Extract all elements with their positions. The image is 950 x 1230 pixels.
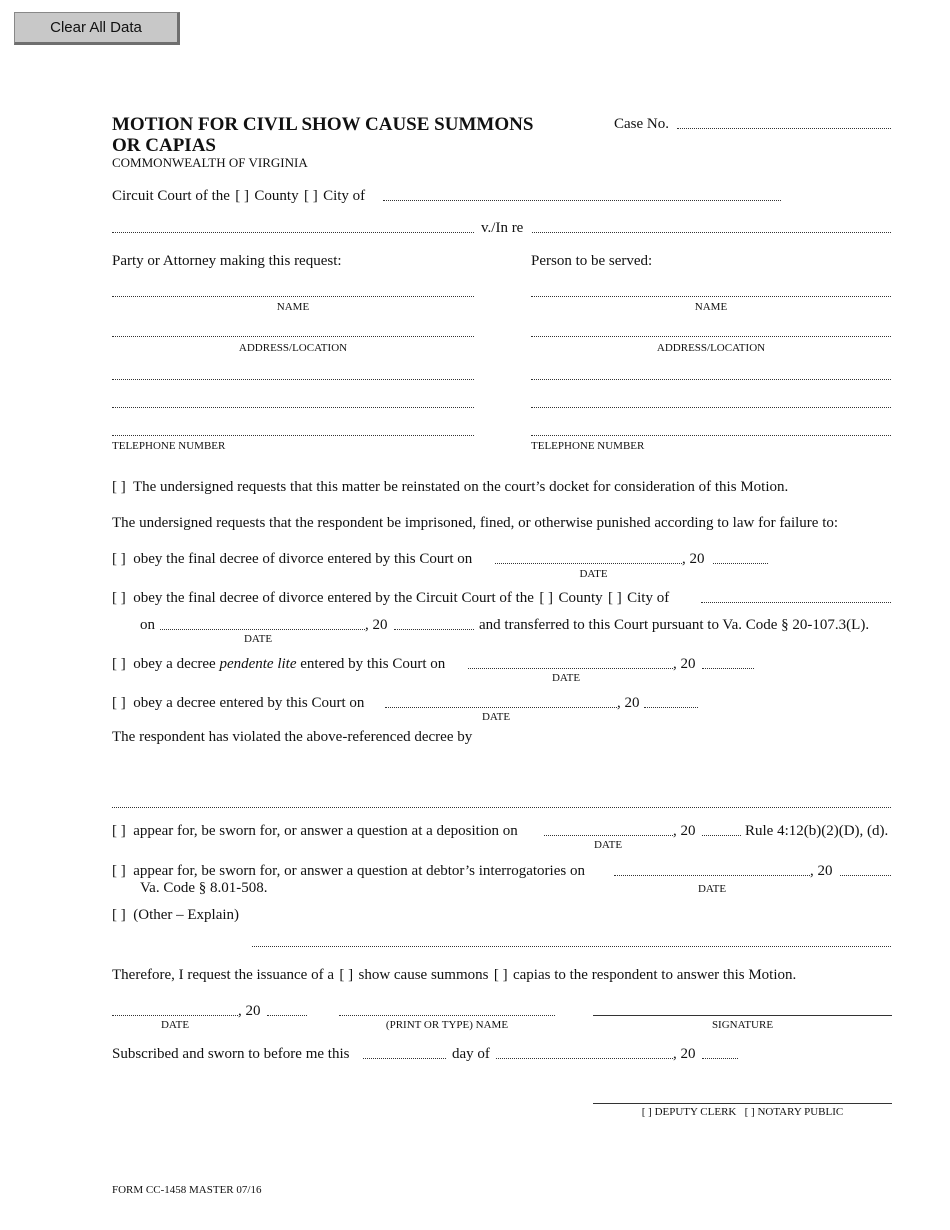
decree-text: obey a decree entered by this Court on (133, 695, 365, 711)
requester-address-line3[interactable] (112, 407, 474, 408)
plaintiff-field[interactable] (112, 232, 474, 233)
other-checkbox[interactable]: [ ] (112, 907, 126, 923)
pendente-text-a: obey a decree (133, 656, 216, 672)
divorce-other-court-field[interactable] (701, 602, 891, 603)
pendente-text-italic: pendente lite (219, 656, 297, 672)
city-label: City of (323, 188, 366, 204)
therefore-text-c: capias to the respondent to answer this Motion. (512, 967, 797, 983)
clerk-caption (593, 1106, 892, 1118)
divorce-this-year-field[interactable] (713, 563, 768, 564)
therefore-line (112, 967, 796, 984)
divorce-other-text: obey the final decree of divorce entered by the Circuit Court of the (133, 590, 534, 606)
signature-field[interactable] (593, 1015, 892, 1016)
other-explain-field[interactable] (252, 946, 891, 947)
other-text: (Other – Explain) (133, 907, 240, 923)
deputy-clerk-checkbox[interactable]: [ ] (641, 1106, 652, 1118)
decree-year-field[interactable] (644, 707, 698, 708)
interrogatories-year-field[interactable] (840, 875, 891, 876)
city-checkbox[interactable]: [ ] (303, 188, 318, 204)
request-date-field[interactable] (112, 1015, 238, 1016)
served-name-field[interactable] (531, 296, 891, 297)
year-prefix: , 20 (238, 1003, 261, 1019)
year-prefix: , 20 (673, 823, 696, 839)
interrogatories-code: Va. Code § 8.01-508. (140, 880, 268, 896)
served-telephone-caption: TELEPHONE NUMBER (531, 440, 645, 452)
divorce-other-date-field[interactable] (160, 629, 365, 630)
divorce-other-city-checkbox[interactable]: [ ] (608, 590, 622, 606)
requester-name-field[interactable] (112, 296, 474, 297)
date-caption: DATE (160, 1019, 190, 1031)
court-prefix: Circuit Court of the (112, 188, 230, 204)
deposition-text: appear for, be sworn for, or answer a question at a deposition on (133, 823, 518, 839)
deposition-year-field[interactable] (702, 835, 741, 836)
violation-field[interactable] (112, 807, 891, 808)
decree-checkbox[interactable]: [ ] (112, 695, 126, 711)
requester-name-caption: NAME (276, 301, 310, 313)
date-caption: DATE (551, 672, 581, 684)
interrogatories-text: appear for, be sworn for, or answer a question at debtor’s interrogatories on (133, 863, 585, 879)
notary-checkbox[interactable]: [ ] (744, 1106, 755, 1118)
punish-intro: The undersigned requests that the respondent be imprisoned, fined, or otherwise punished according to law for failure to: (112, 515, 839, 531)
day-of-label: day of (452, 1046, 490, 1062)
pendente-date-field[interactable] (468, 668, 673, 669)
vs-label: v./In re (481, 220, 524, 236)
request-year-field[interactable] (267, 1015, 307, 1016)
date-caption: DATE (697, 883, 727, 895)
transferred-text: and transferred to this Court pursuant to Va. Code § 20-107.3(L). (479, 617, 870, 633)
decree-date-field[interactable] (385, 707, 617, 708)
interrogatories-line (112, 863, 585, 880)
form-footer: FORM CC-1458 MASTER 07/16 (112, 1184, 262, 1196)
divorce-other-county-label: County (558, 590, 603, 606)
form-title-line2: OR CAPIAS (112, 135, 216, 156)
therefore-text-a: Therefore, I request the issuance of a (112, 967, 334, 983)
sworn-text: Subscribed and sworn to before me this (112, 1046, 350, 1062)
date-caption: DATE (481, 711, 511, 723)
divorce-this-line (112, 551, 472, 568)
divorce-other-year-field[interactable] (394, 629, 474, 630)
therefore-text-b: show cause summons (358, 967, 489, 983)
county-checkbox[interactable]: [ ] (235, 188, 250, 204)
sworn-day-field[interactable] (363, 1058, 446, 1059)
deposition-date-field[interactable] (544, 835, 673, 836)
violated-text: The respondent has violated the above-referenced decree by (112, 729, 473, 745)
show-cause-checkbox[interactable]: [ ] (339, 967, 354, 983)
date-caption: DATE (579, 568, 608, 580)
reinstate-line (112, 479, 788, 496)
pendente-year-field[interactable] (702, 668, 754, 669)
court-name-field[interactable] (383, 200, 781, 201)
on-label: on (140, 617, 155, 633)
divorce-other-line (112, 590, 669, 607)
requester-heading: Party or Attorney making this request: (112, 253, 342, 269)
requester-telephone-field[interactable] (112, 435, 474, 436)
served-address-caption: ADDRESS/LOCATION (656, 342, 766, 354)
interrogatories-date-field[interactable] (614, 875, 810, 876)
served-name-caption: NAME (694, 301, 728, 313)
clerk-signature-field[interactable] (593, 1103, 892, 1104)
court-line (112, 188, 365, 205)
pendente-checkbox[interactable]: [ ] (112, 656, 126, 672)
deposition-rule: Rule 4:12(b)(2)(D), (d). (745, 823, 889, 839)
decree-line (112, 695, 364, 712)
clear-all-data-button[interactable]: Clear All Data (14, 12, 180, 45)
pendente-text-b: entered by this Court on (300, 656, 446, 672)
print-name-field[interactable] (339, 1015, 555, 1016)
requester-address-line2[interactable] (112, 379, 474, 380)
year-prefix: , 20 (673, 656, 696, 672)
reinstate-checkbox[interactable]: [ ] (112, 479, 126, 495)
notary-label: NOTARY PUBLIC (757, 1106, 844, 1118)
year-prefix: , 20 (673, 1046, 696, 1062)
served-heading: Person to be served: (531, 253, 653, 269)
year-prefix: , 20 (810, 863, 833, 879)
year-prefix: , 20 (617, 695, 640, 711)
divorce-other-checkbox[interactable]: [ ] (112, 590, 126, 606)
served-address-field[interactable] (531, 336, 891, 337)
divorce-this-text: obey the final decree of divorce entered by this Court on (133, 551, 473, 567)
deputy-clerk-label: DEPUTY CLERK (654, 1106, 737, 1118)
served-address-line2[interactable] (531, 379, 891, 380)
deposition-checkbox[interactable]: [ ] (112, 823, 126, 839)
requester-telephone-caption: TELEPHONE NUMBER (112, 440, 226, 452)
case-no-field[interactable] (677, 128, 891, 129)
year-prefix: , 20 (682, 551, 705, 567)
pendente-line (112, 656, 445, 673)
print-name-caption: (PRINT OR TYPE) NAME (385, 1019, 509, 1031)
requester-address-field[interactable] (112, 336, 474, 337)
capias-checkbox[interactable]: [ ] (493, 967, 508, 983)
signature-caption: SIGNATURE (711, 1019, 774, 1031)
form-subtitle: COMMONWEALTH OF VIRGINIA (112, 155, 308, 170)
sworn-month-field[interactable] (496, 1058, 673, 1059)
divorce-other-city-label: City of (627, 590, 670, 606)
deposition-line (112, 823, 518, 840)
interrogatories-checkbox[interactable]: [ ] (112, 863, 126, 879)
defendant-field[interactable] (532, 232, 891, 233)
divorce-other-county-checkbox[interactable]: [ ] (539, 590, 554, 606)
requester-address-caption: ADDRESS/LOCATION (238, 342, 348, 354)
county-label: County (254, 188, 299, 204)
date-caption: DATE (593, 839, 623, 851)
divorce-this-date-field[interactable] (495, 563, 682, 564)
reinstate-text: The undersigned requests that this matter be reinstated on the court’s docket for consideration of this Motion. (132, 479, 789, 495)
other-line (112, 907, 239, 924)
form-title-line1: MOTION FOR CIVIL SHOW CAUSE SUMMONS (112, 114, 534, 135)
sworn-year-field[interactable] (702, 1058, 738, 1059)
case-no-label: Case No. (614, 116, 669, 132)
divorce-this-checkbox[interactable]: [ ] (112, 551, 126, 567)
year-prefix: , 20 (365, 617, 388, 633)
date-caption: DATE (243, 633, 273, 645)
served-telephone-field[interactable] (531, 435, 891, 436)
served-address-line3[interactable] (531, 407, 891, 408)
